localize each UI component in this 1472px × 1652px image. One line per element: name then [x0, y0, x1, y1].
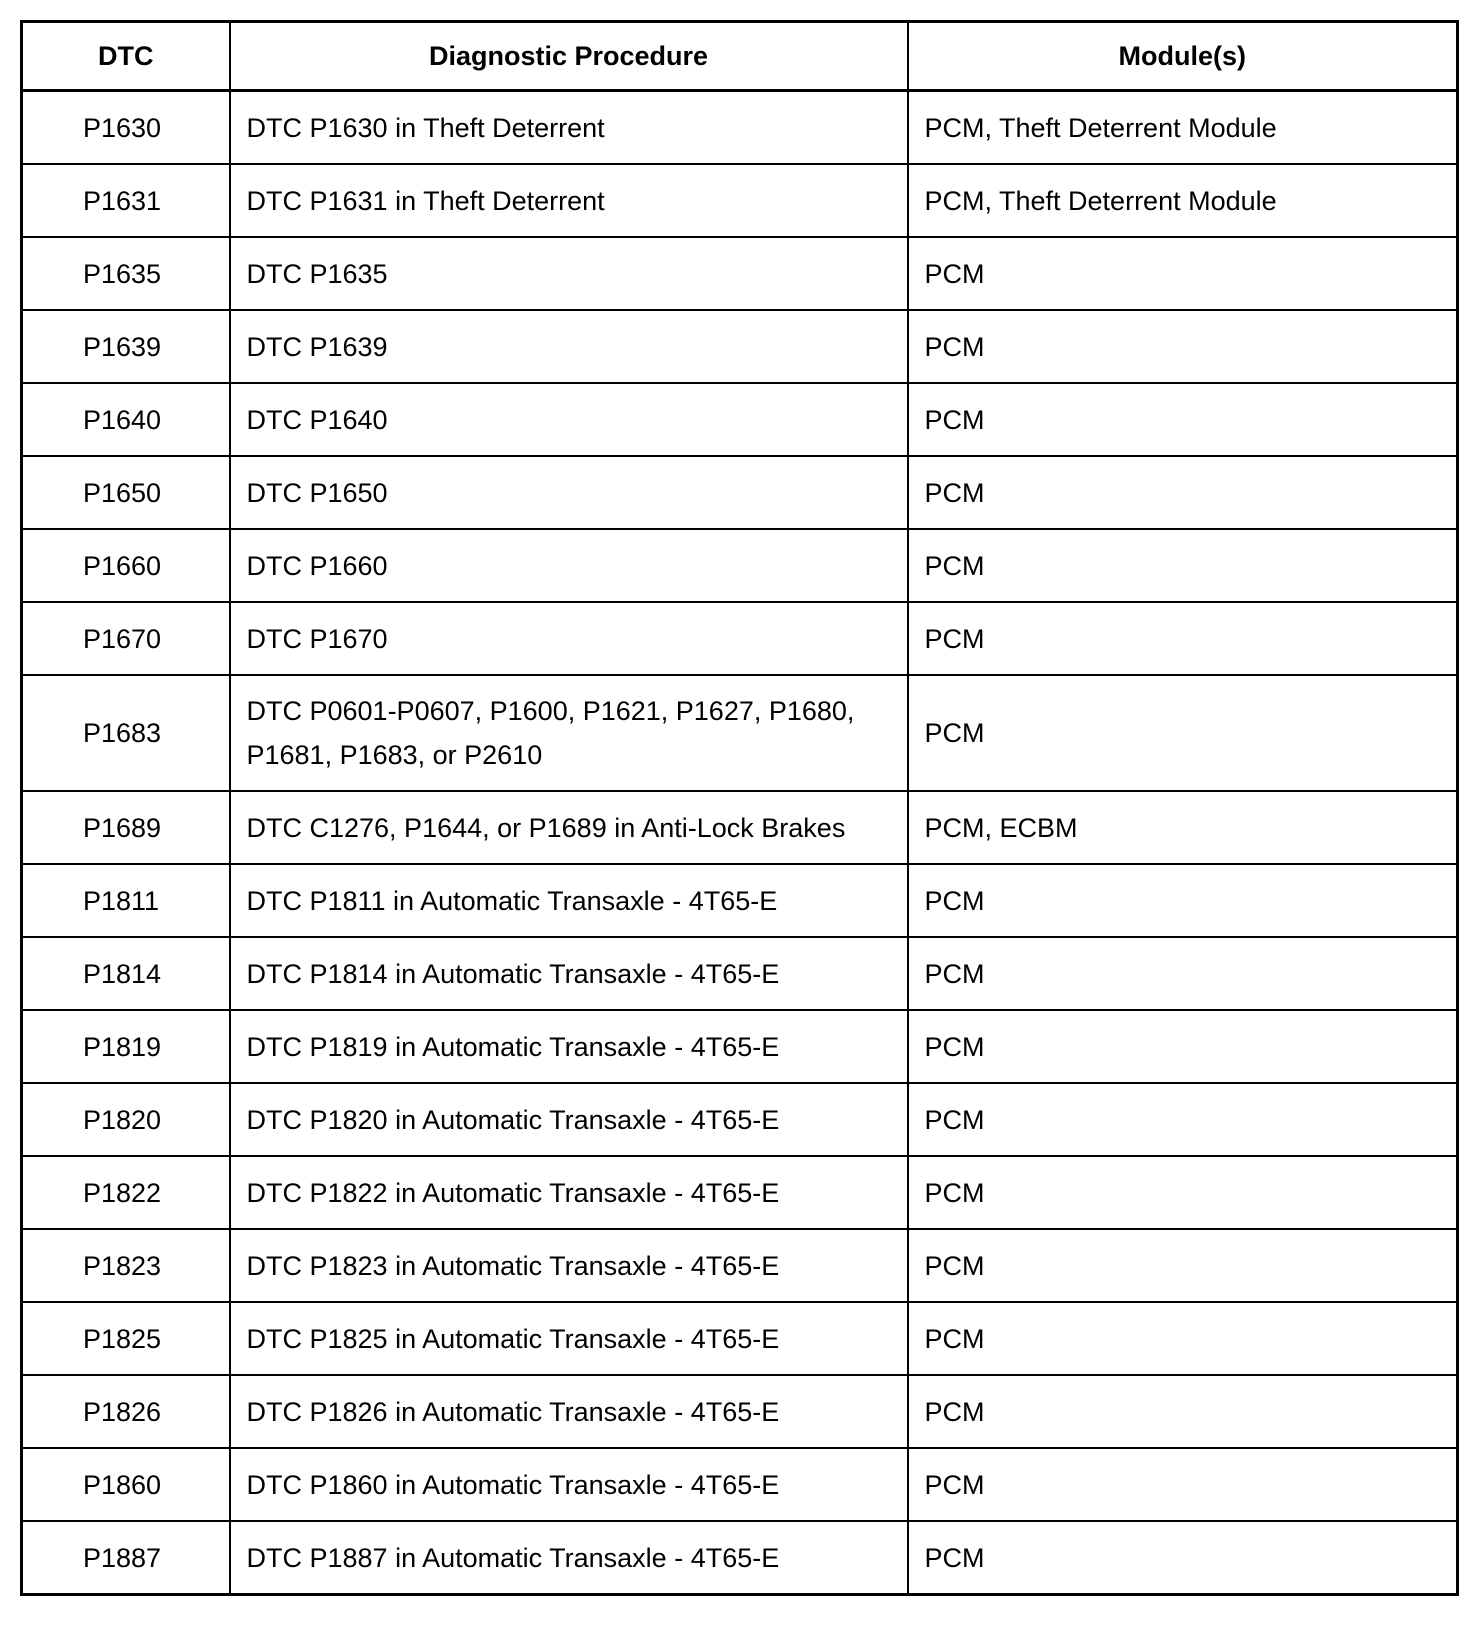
modules-cell: PCM	[908, 1156, 1458, 1229]
dtc-table	[20, 20, 1459, 1596]
modules-cell: PCM, Theft Deterrent Module	[908, 164, 1458, 237]
table-row	[22, 1083, 1458, 1156]
table-row	[22, 456, 1458, 529]
procedure-cell: DTC P1639	[230, 310, 908, 383]
table-row	[22, 1375, 1458, 1448]
procedure-cell: DTC P1825 in Automatic Transaxle - 4T65-E	[230, 1302, 908, 1375]
table-row	[22, 1521, 1458, 1595]
modules-cell: PCM	[908, 1010, 1458, 1083]
dtc-code-cell: P1826	[22, 1375, 230, 1448]
dtc-code-cell: P1631	[22, 164, 230, 237]
table-row	[22, 91, 1458, 165]
dtc-code-cell: P1860	[22, 1448, 230, 1521]
modules-cell: PCM, ECBM	[908, 791, 1458, 864]
table-row	[22, 529, 1458, 602]
modules-cell: PCM	[908, 1375, 1458, 1448]
procedure-cell: DTC P1811 in Automatic Transaxle - 4T65-E	[230, 864, 908, 937]
procedure-cell: DTC P1650	[230, 456, 908, 529]
procedure-cell: DTC P1814 in Automatic Transaxle - 4T65-E	[230, 937, 908, 1010]
modules-cell: PCM	[908, 1229, 1458, 1302]
procedure-cell: DTC P1822 in Automatic Transaxle - 4T65-E	[230, 1156, 908, 1229]
dtc-code-cell: P1819	[22, 1010, 230, 1083]
modules-cell: PCM	[908, 675, 1458, 791]
dtc-code-cell: P1640	[22, 383, 230, 456]
header-modules: Module(s)	[908, 22, 1458, 91]
header-dtc: DTC	[22, 22, 230, 91]
dtc-code-cell: P1823	[22, 1229, 230, 1302]
procedure-cell: DTC C1276, P1644, or P1689 in Anti-Lock Brakes	[230, 791, 908, 864]
modules-cell: PCM	[908, 310, 1458, 383]
modules-cell: PCM	[908, 1083, 1458, 1156]
table-row	[22, 237, 1458, 310]
procedure-cell: DTC P1670	[230, 602, 908, 675]
procedure-cell: DTC P0601-P0607, P1600, P1621, P1627, P1680, P1681, P1683, or P2610	[230, 675, 908, 791]
modules-cell: PCM	[908, 937, 1458, 1010]
table-row	[22, 1302, 1458, 1375]
table-row	[22, 383, 1458, 456]
modules-cell: PCM	[908, 602, 1458, 675]
procedure-cell: DTC P1640	[230, 383, 908, 456]
table-body	[22, 91, 1458, 1595]
dtc-code-cell: P1811	[22, 864, 230, 937]
dtc-code-cell: P1650	[22, 456, 230, 529]
table-row	[22, 791, 1458, 864]
procedure-cell: DTC P1631 in Theft Deterrent	[230, 164, 908, 237]
procedure-cell: DTC P1630 in Theft Deterrent	[230, 91, 908, 165]
dtc-code-cell: P1660	[22, 529, 230, 602]
dtc-code-cell: P1639	[22, 310, 230, 383]
table-row	[22, 1448, 1458, 1521]
dtc-code-cell: P1820	[22, 1083, 230, 1156]
header-procedure: Diagnostic Procedure	[230, 22, 908, 91]
table-row	[22, 310, 1458, 383]
table-row	[22, 937, 1458, 1010]
procedure-cell: DTC P1823 in Automatic Transaxle - 4T65-E	[230, 1229, 908, 1302]
procedure-cell: DTC P1860 in Automatic Transaxle - 4T65-E	[230, 1448, 908, 1521]
table-row	[22, 1010, 1458, 1083]
modules-cell: PCM	[908, 237, 1458, 310]
dtc-code-cell: P1822	[22, 1156, 230, 1229]
modules-cell: PCM, Theft Deterrent Module	[908, 91, 1458, 165]
dtc-code-cell: P1683	[22, 675, 230, 791]
dtc-code-cell: P1630	[22, 91, 230, 165]
dtc-code-cell: P1670	[22, 602, 230, 675]
procedure-cell: DTC P1820 in Automatic Transaxle - 4T65-E	[230, 1083, 908, 1156]
header-row	[22, 22, 1458, 91]
table-row	[22, 1156, 1458, 1229]
table-row	[22, 602, 1458, 675]
procedure-cell: DTC P1660	[230, 529, 908, 602]
table-row	[22, 675, 1458, 791]
dtc-code-cell: P1635	[22, 237, 230, 310]
modules-cell: PCM	[908, 864, 1458, 937]
dtc-code-cell: P1825	[22, 1302, 230, 1375]
modules-cell: PCM	[908, 529, 1458, 602]
dtc-code-cell: P1887	[22, 1521, 230, 1595]
procedure-cell: DTC P1887 in Automatic Transaxle - 4T65-E	[230, 1521, 908, 1595]
table-row	[22, 1229, 1458, 1302]
table-row	[22, 164, 1458, 237]
modules-cell: PCM	[908, 1521, 1458, 1595]
table-row	[22, 864, 1458, 937]
procedure-cell: DTC P1635	[230, 237, 908, 310]
procedure-cell: DTC P1826 in Automatic Transaxle - 4T65-E	[230, 1375, 908, 1448]
table-header	[22, 22, 1458, 91]
modules-cell: PCM	[908, 1448, 1458, 1521]
dtc-code-cell: P1814	[22, 937, 230, 1010]
procedure-cell: DTC P1819 in Automatic Transaxle - 4T65-E	[230, 1010, 908, 1083]
modules-cell: PCM	[908, 383, 1458, 456]
modules-cell: PCM	[908, 1302, 1458, 1375]
modules-cell: PCM	[908, 456, 1458, 529]
dtc-code-cell: P1689	[22, 791, 230, 864]
